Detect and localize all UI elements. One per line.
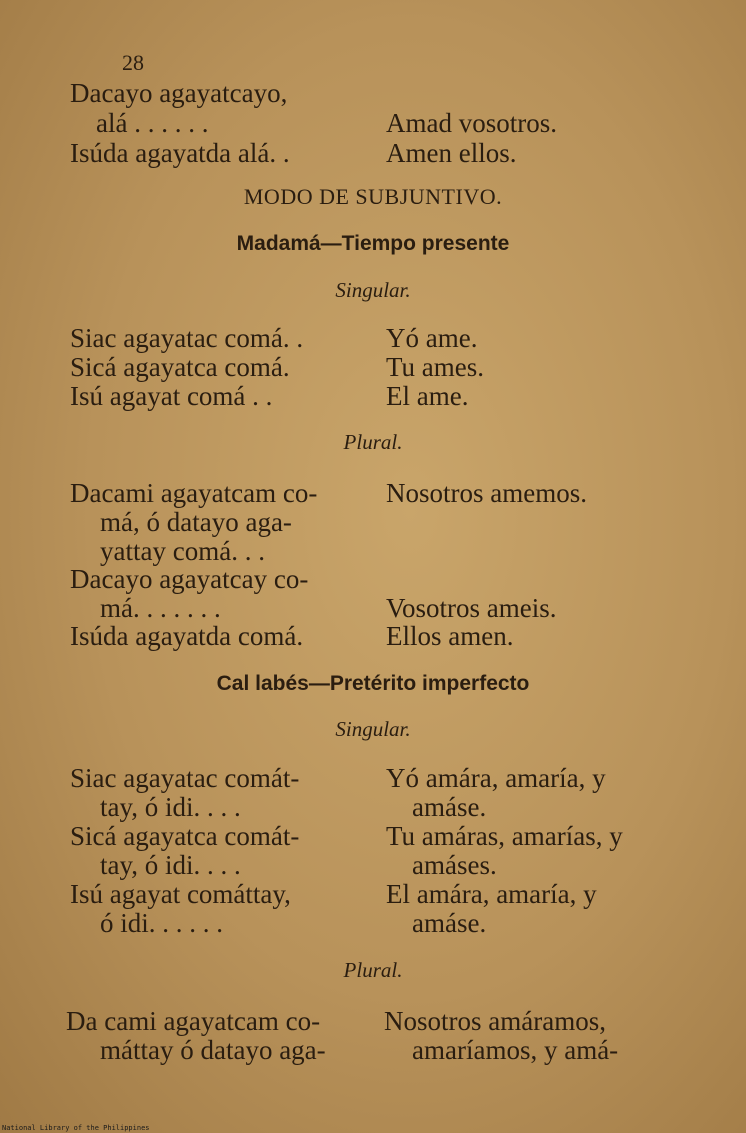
imperfect-plural-right-1: Nosotros amáramos, <box>384 1006 606 1036</box>
imperative-left-2: alá . . . . . . <box>96 108 209 138</box>
imperative-left-3: Isúda agayatda alá. . <box>70 138 290 168</box>
imperfect-plural-left-1: Da cami agayatcam co- <box>66 1006 321 1036</box>
present-singular-right-2: Tu ames. <box>386 352 485 382</box>
imperfect-plural-right-2: amaríamos, y amá- <box>412 1035 619 1065</box>
imperfect-plural-left-2: máttay ó datayo aga- <box>100 1035 326 1065</box>
imperfect-singular-left-3: Sicá agayatca comát- <box>70 821 300 851</box>
imperfect-singular-left-2: tay, ó idi. . . . <box>100 792 241 822</box>
present-singular-left-3: Isú agayat comá . . <box>70 381 273 411</box>
present-plural-right-6: Ellos amen. <box>386 621 514 651</box>
imperfect-singular-right-5: El amára, amaría, y <box>386 879 597 909</box>
imperfect-singular-left-6: ó idi. . . . . . <box>100 908 224 938</box>
imperfect-singular-label: Singular. <box>335 717 411 741</box>
imperative-right-2: Amad vosotros. <box>386 108 557 138</box>
imperfect-singular-right-1: Yó amára, amaría, y <box>386 763 606 793</box>
present-plural-right-5: Vosotros ameis. <box>386 593 557 623</box>
present-plural-left-6: Isúda agayatda comá. <box>70 621 304 651</box>
present-singular-right-1: Yó ame. <box>386 323 478 353</box>
imperfect-singular-left-5: Isú agayat comáttay, <box>70 879 291 909</box>
imperfect-singular-left-4: tay, ó idi. . . . <box>100 850 241 880</box>
present-plural-left-1: Dacami agayatcam co- <box>70 478 318 508</box>
present-singular-left-2: Sicá agayatca comá. <box>70 352 290 382</box>
present-singular-left-1: Siac agayatac comá. . <box>70 323 304 353</box>
present-plural-left-3: yattay comá. . . <box>100 536 265 566</box>
present-plural-left-2: má, ó datayo aga- <box>100 507 292 537</box>
imperfect-plural-label: Plural. <box>343 958 403 982</box>
imperfect-heading: Cal labés—Pretérito imperfecto <box>216 672 530 695</box>
imperfect-singular-right-3: Tu amáras, amarías, y <box>386 821 623 851</box>
mode-title: MODO DE SUBJUNTIVO. <box>243 184 503 209</box>
imperfect-singular-right-4: amáses. <box>412 850 497 880</box>
present-plural-left-4: Dacayo agayatcay co- <box>70 564 309 594</box>
imperfect-singular-right-2: amáse. <box>412 792 487 822</box>
footer-credit: National Library of the Philippines <box>2 1124 150 1132</box>
present-plural-right-1: Nosotros amemos. <box>386 478 587 508</box>
imperative-right-3: Amen ellos. <box>386 138 517 168</box>
present-singular-label: Singular. <box>335 278 411 302</box>
imperative-left-1: Dacayo agayatcayo, <box>70 78 288 108</box>
imperfect-singular-left-1: Siac agayatac comát- <box>70 763 300 793</box>
present-singular-right-3: El ame. <box>386 381 469 411</box>
imperfect-singular-right-6: amáse. <box>412 908 487 938</box>
present-plural-left-5: má. . . . . . . <box>100 593 221 623</box>
present-plural-label: Plural. <box>343 430 403 454</box>
present-heading: Madamá—Tiempo presente <box>236 232 510 255</box>
page-number: 28 <box>122 50 144 75</box>
